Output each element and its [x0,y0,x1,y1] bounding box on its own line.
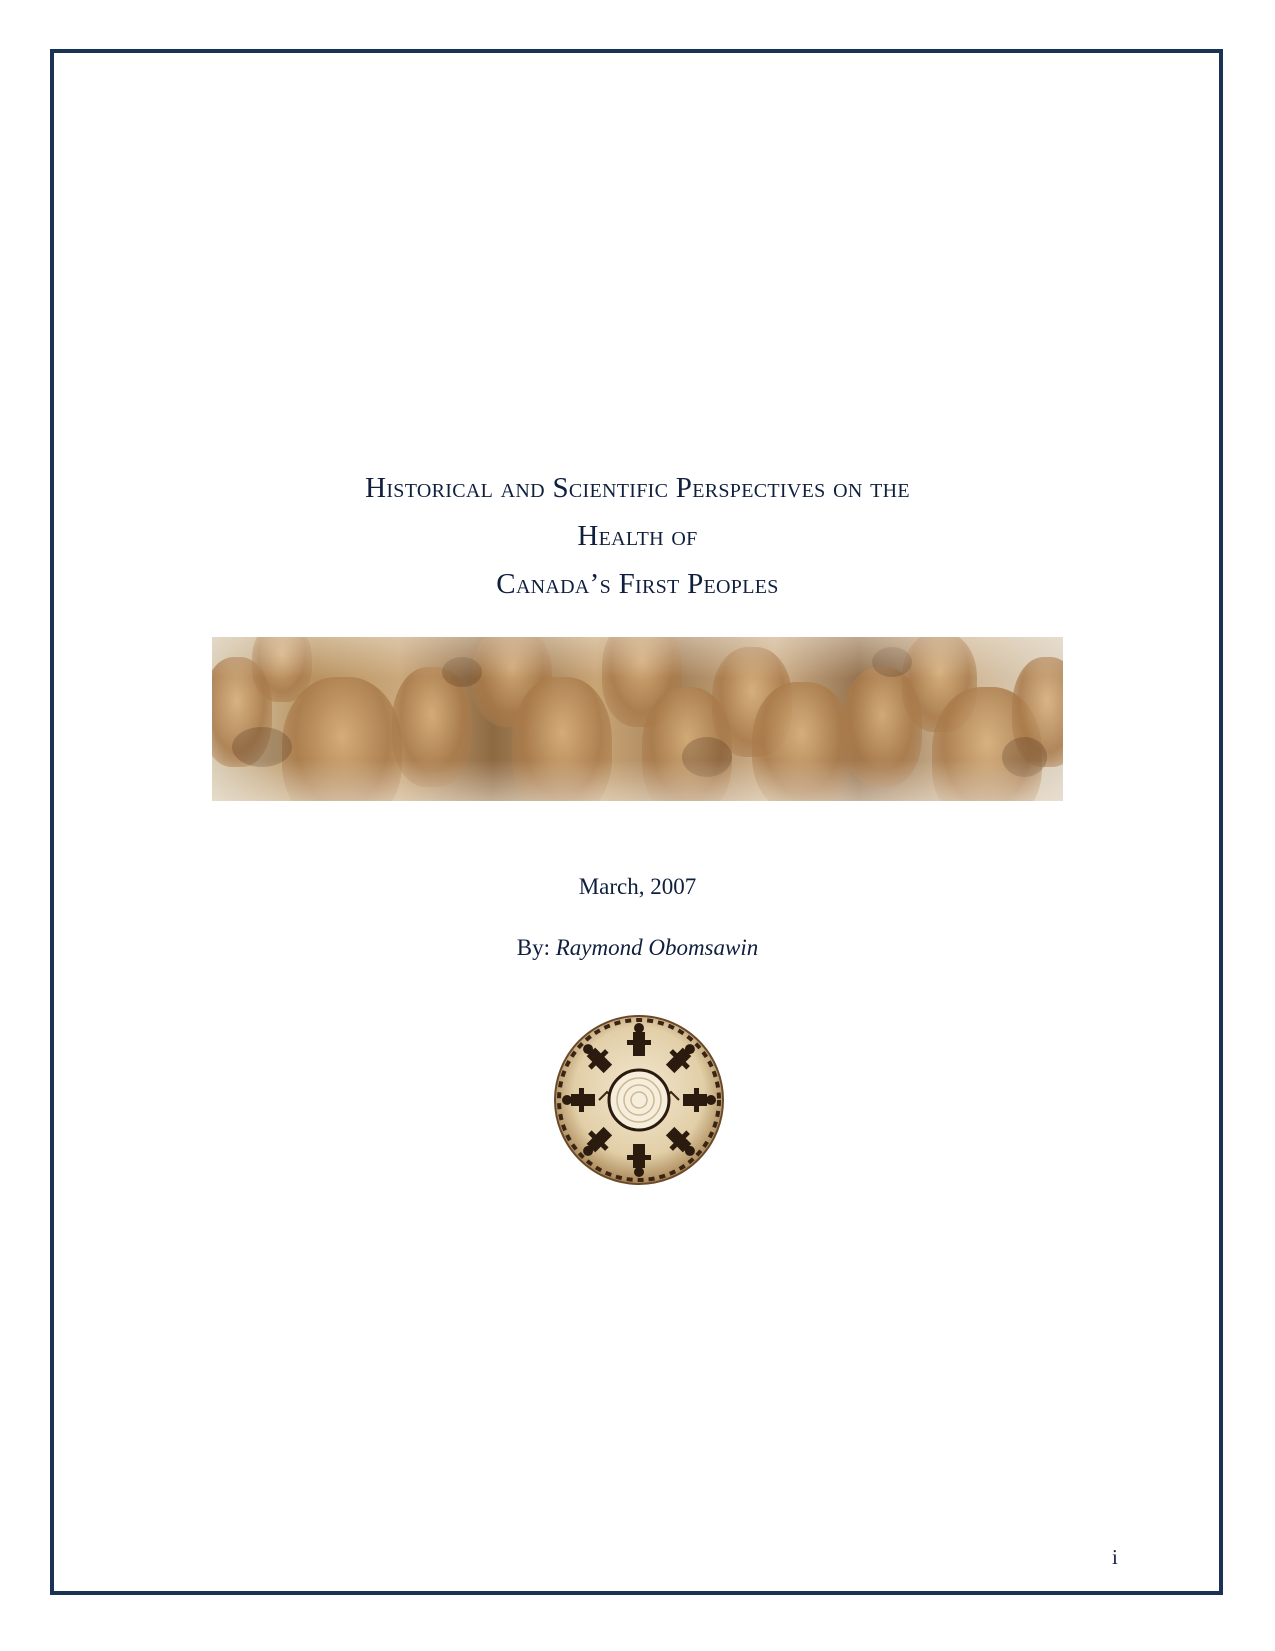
title-line-1: Historical and Scientific Perspectives on the [365,472,910,504]
title-line-2: Health of [577,520,698,552]
author-prefix: By: [516,935,550,960]
portrait-collage-image [212,637,1063,801]
author-line [0,935,1275,961]
page-border [50,49,1223,1595]
document-title [120,464,1155,608]
author-name: Raymond Obomsawin [555,935,759,960]
woven-basket-emblem-icon [552,1013,726,1187]
publication-date: March, 2007 [578,874,697,899]
page-number: i [1112,1545,1118,1569]
title-line-3: Canada’s First Peoples [496,568,779,600]
